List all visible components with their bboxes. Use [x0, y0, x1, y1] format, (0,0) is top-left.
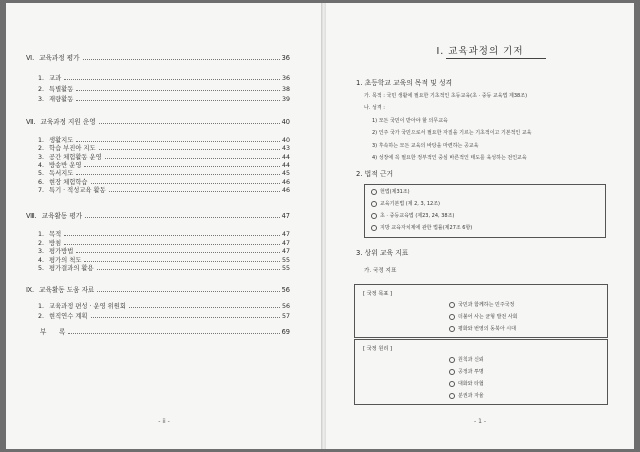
toc-text: 목적 [49, 231, 62, 238]
toc-section-label [26, 287, 94, 294]
toc-text: 교과 [49, 75, 62, 82]
toc-text: 현직연수 계획 [49, 312, 88, 320]
circle-bullet-icon [449, 393, 455, 399]
circle-bullet-icon [449, 369, 455, 375]
toc-item [38, 301, 290, 310]
dot-leader [85, 216, 280, 218]
toc-text: 현장 체험학습 [49, 178, 88, 186]
national-indicators-label: 가. 국정 지표 [364, 268, 397, 274]
dot-leader [84, 260, 280, 262]
toc-section-page: 47 [281, 212, 290, 220]
section-1-nature-item: 1) 모든 국민이 받아야 할 의무교육 [372, 118, 448, 124]
dot-leader [84, 165, 280, 167]
toc-section-page: 36 [281, 54, 290, 62]
toc-number: 3. [38, 96, 45, 103]
national-goal-item: 국민과 함께하는 민주국정 [449, 301, 514, 308]
toc-item-label [38, 265, 94, 272]
toc-number: Ⅷ. [26, 212, 37, 220]
toc-item-page: 47 [281, 248, 290, 256]
toc-item-page: 36 [281, 75, 290, 82]
dot-leader [76, 99, 280, 101]
toc-item-label [38, 303, 126, 310]
circle-bullet-icon [449, 314, 455, 320]
legal-basis-box [364, 184, 606, 238]
toc-item-page: 46 [281, 186, 290, 194]
dot-leader [76, 251, 280, 253]
circle-bullet-icon [371, 225, 377, 231]
toc-number: 4. [38, 256, 45, 264]
dot-leader [129, 306, 280, 308]
circle-bullet-icon [371, 189, 377, 195]
toc-item [38, 263, 290, 272]
dot-leader [76, 140, 280, 142]
circle-bullet-icon [371, 201, 377, 207]
toc-item-page: 43 [281, 145, 290, 153]
toc-number: 2. [38, 145, 45, 153]
toc-text: 평가방법 [49, 248, 74, 256]
dot-leader [97, 268, 280, 270]
dot-leader [99, 122, 280, 124]
dot-leader [68, 332, 279, 334]
dot-leader [64, 243, 280, 245]
toc-section [26, 211, 290, 220]
circle-bullet-icon [449, 326, 455, 332]
circle-bullet-icon [371, 213, 377, 219]
circle-bullet-icon [449, 302, 455, 308]
toc-number: Ⅶ. [26, 118, 36, 126]
toc-text: 생활지도 [49, 137, 74, 144]
toc-text: 특별활동 [49, 85, 74, 93]
dot-leader [109, 190, 280, 192]
toc-item [38, 73, 290, 82]
toc-section-page: 56 [281, 286, 290, 294]
toc-item-label [38, 96, 73, 103]
section-1-purpose: 가. 목적 : 국민 생활에 필요한 기초적인 초등교육(초 · 중등 교육법 제38조) [364, 93, 528, 99]
national-goal-item: 더불어 사는 균형 발전 사회 [449, 313, 518, 320]
toc-text: 특기 · 적성교육 활동 [49, 186, 106, 194]
toc-text: 평가의 척도 [49, 256, 82, 264]
toc-appendix-label: 부 록 [40, 328, 66, 336]
page-number: - 1 - [474, 418, 486, 425]
chapter-title-rule [446, 58, 546, 59]
toc-item-page: 45 [281, 170, 290, 178]
chapter-title: Ⅰ. 교육과정의 기저 [436, 46, 524, 57]
toc-item-page: 47 [281, 231, 290, 238]
dot-leader [91, 316, 280, 318]
toc-number: 1. [38, 137, 45, 144]
toc-number: 3. [38, 248, 45, 256]
toc-item-page: 55 [281, 256, 290, 264]
left-page [6, 3, 322, 449]
toc-number: Ⅵ. [26, 54, 35, 62]
toc-text: 독서지도 [49, 170, 74, 178]
toc-text: 평가결과의 활용 [49, 265, 94, 273]
toc-number: 1. [38, 303, 45, 310]
toc-number: 5. [38, 265, 45, 273]
legal-basis-item: 헌법(제31조) [371, 188, 410, 195]
toc-number: 6. [38, 178, 45, 186]
toc-item-label [38, 75, 61, 82]
toc-section [26, 53, 290, 62]
toc-number: 2. [38, 239, 45, 247]
toc-item-page: 44 [281, 153, 290, 161]
toc-text: 교육활동 평가 [41, 212, 83, 220]
dot-leader [76, 89, 280, 91]
toc-item [38, 94, 290, 103]
toc-text: 교육활동 도움 자료 [39, 286, 95, 294]
toc-text: 재량활동 [49, 96, 74, 103]
toc-section-label [26, 55, 80, 62]
section-1-title: 1. 초등학교 교육의 목적 및 성격 [356, 79, 453, 87]
toc-number: 3. [38, 153, 45, 161]
section-2-title: 2. 법적 근거 [356, 170, 394, 178]
dot-leader [76, 173, 280, 175]
section-1-nature-label: 나. 성격 : [364, 105, 385, 111]
dot-leader [105, 157, 280, 159]
toc-appendix-page: 69 [281, 328, 290, 336]
circle-bullet-icon [449, 357, 455, 363]
toc-number: Ⅸ. [26, 286, 35, 294]
toc-item-page: 38 [281, 85, 290, 93]
toc-section-label [26, 119, 96, 126]
national-principles-title: [ 국정 원리 ] [363, 346, 393, 352]
toc-text: 학습 부진아 지도 [49, 145, 96, 153]
toc-text: 방침 [49, 239, 62, 247]
toc-section-label [26, 213, 82, 220]
toc-section [26, 117, 290, 126]
toc-item-label [38, 187, 106, 194]
circle-bullet-icon [449, 381, 455, 387]
section-1-nature-item: 2) 인주 국가 국민으로서 필요한 자질을 기르는 기초적이고 기본적인 교육 [372, 130, 532, 136]
legal-basis-item: 초 · 중등교육법 (제23, 24, 38조) [371, 212, 454, 219]
national-goal-item: 평화와 번영의 동북아 시대 [449, 325, 516, 332]
toc-item-page: 46 [281, 178, 290, 186]
toc-item [38, 185, 290, 194]
toc-item-page: 56 [281, 303, 290, 310]
section-3-title: 3. 상위 교육 지표 [356, 249, 409, 257]
toc-text: 방송반 운영 [49, 161, 82, 169]
legal-basis-item: 지방 교육자치제에 관한 법률(제27조 6항) [371, 224, 472, 231]
national-goals-title: [ 국정 목표 ] [363, 291, 393, 297]
toc-item-page: 55 [281, 265, 290, 273]
national-principles-box [354, 339, 608, 405]
legal-basis-item: 교육기본법 (제 2, 3, 12조) [371, 200, 440, 207]
section-1-nature-item: 4) 성장에 꼭 필요한 정부적인 중심 바른적인 태도를 육성하는 전인교육 [372, 155, 527, 161]
toc-number: 2. [38, 85, 45, 93]
toc-section-page: 40 [281, 118, 290, 126]
toc-item-page: 57 [281, 312, 290, 320]
toc-text: 공간 체험활동 운영 [49, 153, 102, 161]
toc-text: 교육과정 지원 운영 [40, 118, 96, 126]
national-principle-item: 대화와 타협 [449, 380, 484, 387]
dot-leader [64, 78, 280, 80]
toc-item-page: 47 [281, 239, 290, 247]
toc-number: 2. [38, 312, 45, 320]
toc-item-label [38, 313, 88, 320]
section-1-nature-item: 3) 후속하는 모든 교육의 바탕을 마련하는 공교육 [372, 143, 479, 149]
dot-leader [91, 182, 280, 184]
national-principle-item: 분권과 자율 [449, 392, 484, 399]
toc-number: 7. [38, 186, 45, 194]
toc-appendix [26, 327, 290, 336]
national-principle-item: 원칙과 신뢰 [449, 356, 484, 363]
toc-item-page: 39 [281, 96, 290, 103]
toc-number: 4. [38, 161, 45, 169]
dot-leader [83, 58, 280, 60]
toc-text: 교육과정 평가 [39, 54, 80, 62]
toc-number: 1. [38, 231, 45, 238]
toc-number: 1. [38, 75, 45, 82]
page-number: - ii - [158, 418, 170, 425]
dot-leader [97, 290, 279, 292]
dot-leader [64, 234, 280, 236]
right-page [326, 3, 634, 449]
toc-section [26, 285, 290, 294]
toc-item-page: 40 [281, 137, 290, 144]
national-principle-item: 공정과 투명 [449, 368, 484, 375]
toc-item-label [38, 86, 73, 93]
toc-text: 교육과정 편성 · 운영 위원회 [49, 303, 126, 310]
toc-item [38, 311, 290, 320]
toc-number: 5. [38, 170, 45, 178]
national-goals-box [354, 284, 608, 338]
toc-item [38, 84, 290, 93]
dot-leader [99, 148, 280, 150]
toc-item-page: 44 [281, 161, 290, 169]
